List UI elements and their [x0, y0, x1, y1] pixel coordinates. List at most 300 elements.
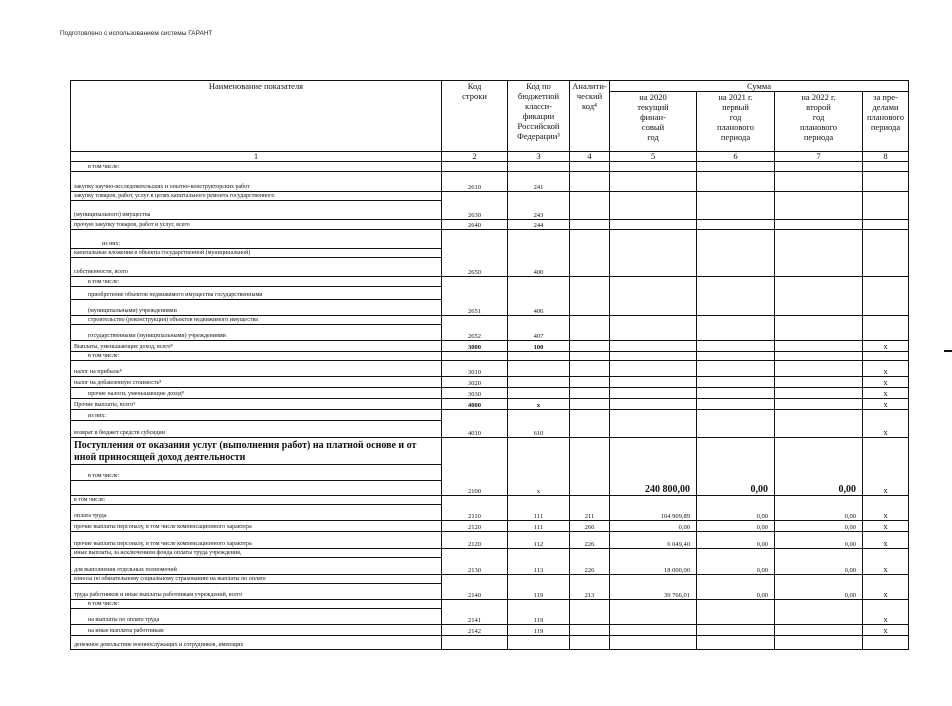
row-budget-code	[508, 192, 570, 201]
row-value-2022	[775, 438, 863, 465]
row-code	[442, 438, 508, 465]
table-row	[71, 549, 909, 558]
row-value-2020: 6 049,40	[610, 532, 697, 549]
row-budget-code: 119	[508, 625, 570, 636]
row-name: из них:	[71, 230, 442, 249]
row-value-beyond	[863, 258, 909, 277]
row-value-beyond: x	[863, 521, 909, 532]
row-analytic-code	[570, 201, 610, 220]
row-budget-code: 112	[508, 532, 570, 549]
row-value-2020	[610, 192, 697, 201]
row-value-2022	[775, 258, 863, 277]
page-edge-mark	[944, 350, 952, 352]
column-number: 8	[863, 152, 909, 162]
row-value-2022: 0,00	[775, 481, 863, 496]
row-value-2021	[697, 361, 775, 377]
row-analytic-code	[570, 465, 610, 481]
row-code: 3020	[442, 377, 508, 388]
row-analytic-code	[570, 600, 610, 609]
row-value-2020	[610, 465, 697, 481]
row-name: прочую закупку товаров, работ и услуг, всего	[71, 220, 442, 230]
row-budget-code: 119	[508, 584, 570, 600]
row-name: в том числе:	[71, 465, 442, 481]
row-code: 2120	[442, 521, 508, 532]
row-value-2021	[697, 316, 775, 325]
row-name: для выполнения отдельных полномочий	[71, 558, 442, 575]
row-value-2020	[610, 609, 697, 625]
row-code	[442, 249, 508, 258]
table-row	[71, 258, 909, 277]
row-value-2022	[775, 192, 863, 201]
row-value-2020	[610, 410, 697, 421]
row-budget-code	[508, 496, 570, 505]
row-value-beyond	[863, 201, 909, 220]
row-budget-code	[508, 316, 570, 325]
row-analytic-code	[570, 325, 610, 341]
row-value-beyond	[863, 230, 909, 249]
row-name: в том числе:	[71, 352, 442, 361]
row-budget-code	[508, 600, 570, 609]
row-value-2021	[697, 352, 775, 361]
header-sum: Сумма	[610, 81, 909, 92]
row-value-2022	[775, 361, 863, 377]
row-code	[442, 162, 508, 172]
table-row	[71, 172, 909, 192]
row-code	[442, 277, 508, 287]
row-value-beyond: x	[863, 361, 909, 377]
row-value-beyond	[863, 316, 909, 325]
row-name: на иные выплаты работникам	[71, 625, 442, 636]
row-value-2022	[775, 249, 863, 258]
row-value-beyond	[863, 300, 909, 316]
row-code: 3030	[442, 388, 508, 399]
row-name: денежное довольствие военнослужащих и сотрудников, имеющих	[71, 636, 442, 650]
row-value-2022: 0,00	[775, 521, 863, 532]
row-value-2020	[610, 220, 697, 230]
row-analytic-code	[570, 609, 610, 625]
row-budget-code	[508, 549, 570, 558]
row-code: 2120	[442, 532, 508, 549]
row-analytic-code	[570, 625, 610, 636]
row-value-2020	[610, 352, 697, 361]
row-budget-code	[508, 277, 570, 287]
row-code	[442, 192, 508, 201]
row-name: из них:	[71, 410, 442, 421]
row-value-beyond	[863, 192, 909, 201]
row-value-2021	[697, 258, 775, 277]
row-budget-code	[508, 361, 570, 377]
row-analytic-code	[570, 162, 610, 172]
row-value-beyond: x	[863, 625, 909, 636]
row-name: взносы по обязательному социальному страхованию на выплаты по оплате	[71, 575, 442, 584]
row-analytic-code	[570, 249, 610, 258]
row-value-beyond: x	[863, 609, 909, 625]
table-row	[71, 230, 909, 249]
column-number: 2	[442, 152, 508, 162]
row-name: приобретение объектов недвижимого имущества государственными	[71, 287, 442, 300]
row-name: собственности, всего	[71, 258, 442, 277]
table-row	[71, 316, 909, 325]
row-analytic-code: 226	[570, 558, 610, 575]
row-name: прочие выплаты персоналу, в том числе компенсационного характера	[71, 521, 442, 532]
row-value-2021	[697, 388, 775, 399]
row-value-2022	[775, 625, 863, 636]
row-code: 2100	[442, 481, 508, 496]
row-value-2022	[775, 609, 863, 625]
row-value-2020	[610, 201, 697, 220]
row-value-2021	[697, 438, 775, 465]
row-code: 3010	[442, 361, 508, 377]
row-value-2020	[610, 287, 697, 300]
header-name: Наименование показателя	[71, 81, 442, 152]
row-budget-code	[508, 410, 570, 421]
row-code: 2142	[442, 625, 508, 636]
row-code	[442, 230, 508, 249]
row-code: 2640	[442, 220, 508, 230]
row-name: закупку научно-исследовательских и опытно-конструкторских работ	[71, 172, 442, 192]
row-value-2022	[775, 325, 863, 341]
row-value-2020	[610, 230, 697, 249]
row-value-2020	[610, 625, 697, 636]
row-analytic-code	[570, 300, 610, 316]
row-value-2021	[697, 609, 775, 625]
row-value-beyond	[863, 220, 909, 230]
row-budget-code	[508, 230, 570, 249]
row-budget-code: 119	[508, 609, 570, 625]
column-number: 3	[508, 152, 570, 162]
row-value-2022	[775, 201, 863, 220]
row-analytic-code: 213	[570, 584, 610, 600]
row-name: в том числе:	[71, 277, 442, 287]
row-budget-code: 111	[508, 505, 570, 521]
row-analytic-code	[570, 287, 610, 300]
row-analytic-code	[570, 496, 610, 505]
row-analytic-code	[570, 636, 610, 650]
table-row	[71, 505, 909, 521]
row-code: 2141	[442, 609, 508, 625]
row-value-beyond: x	[863, 584, 909, 600]
row-budget-code: 400	[508, 258, 570, 277]
table-body	[71, 162, 909, 650]
row-name: оплата труда	[71, 505, 442, 521]
row-value-2022	[775, 377, 863, 388]
row-code: 2140	[442, 584, 508, 600]
row-budget-code	[508, 377, 570, 388]
row-value-2020	[610, 316, 697, 325]
row-name: возврат в бюджет средств субсидии	[71, 421, 442, 438]
table-row	[71, 399, 909, 410]
row-value-2021	[697, 300, 775, 316]
row-value-2021: 0,00	[697, 532, 775, 549]
row-analytic-code	[570, 421, 610, 438]
row-analytic-code	[570, 410, 610, 421]
row-value-2021	[697, 496, 775, 505]
row-code: 2651	[442, 300, 508, 316]
row-analytic-code	[570, 277, 610, 287]
table-row	[71, 287, 909, 300]
row-value-2020	[610, 162, 697, 172]
row-value-2020	[610, 377, 697, 388]
table-row	[71, 609, 909, 625]
row-value-2020	[610, 549, 697, 558]
row-code: 2130	[442, 558, 508, 575]
row-name: Выплаты, уменьшающие доход, всего⁸	[71, 341, 442, 352]
row-value-2020	[610, 300, 697, 316]
row-analytic-code	[570, 172, 610, 192]
row-value-2022	[775, 600, 863, 609]
row-value-beyond	[863, 325, 909, 341]
table-row	[71, 600, 909, 609]
row-analytic-code	[570, 192, 610, 201]
row-value-2020	[610, 249, 697, 258]
row-budget-code: 243	[508, 201, 570, 220]
table-row	[71, 575, 909, 584]
row-value-2022	[775, 575, 863, 584]
row-value-2022	[775, 399, 863, 410]
row-value-2022	[775, 352, 863, 361]
row-code: 2650	[442, 258, 508, 277]
header-col7: на 2022 г. второй год планового периода	[775, 92, 863, 152]
table-row	[71, 421, 909, 438]
row-name: иные выплаты, за исключением фонда оплаты труда учреждения,	[71, 549, 442, 558]
table-row	[71, 410, 909, 421]
row-budget-code: x	[508, 481, 570, 496]
row-value-beyond	[863, 549, 909, 558]
row-budget-code	[508, 162, 570, 172]
row-value-2021	[697, 201, 775, 220]
row-value-beyond	[863, 600, 909, 609]
row-value-2022	[775, 316, 863, 325]
row-value-2021	[697, 277, 775, 287]
row-code	[442, 316, 508, 325]
row-value-2020	[610, 172, 697, 192]
row-value-beyond	[863, 249, 909, 258]
row-code: 2610	[442, 172, 508, 192]
table-row	[71, 361, 909, 377]
row-value-beyond	[863, 575, 909, 584]
table-row	[71, 625, 909, 636]
row-code: 4000	[442, 399, 508, 410]
row-analytic-code	[570, 575, 610, 584]
row-code: 4010	[442, 421, 508, 438]
row-analytic-code	[570, 438, 610, 465]
row-analytic-code: 226	[570, 532, 610, 549]
row-analytic-code	[570, 341, 610, 352]
row-analytic-code	[570, 361, 610, 377]
row-budget-code: 406	[508, 300, 570, 316]
row-value-2022	[775, 300, 863, 316]
row-value-2021: 0,00	[697, 481, 775, 496]
row-budget-code: 610	[508, 421, 570, 438]
row-name: капитальные вложения в объекты государственной (муниципальной)	[71, 249, 442, 258]
row-analytic-code: 266	[570, 521, 610, 532]
table-row	[71, 277, 909, 287]
row-analytic-code	[570, 549, 610, 558]
table-row	[71, 300, 909, 316]
table-row	[71, 521, 909, 532]
row-value-2022: 0,00	[775, 532, 863, 549]
row-value-beyond: x	[863, 481, 909, 496]
row-value-2022: 0,00	[775, 505, 863, 521]
header-analytic-code: Аналити- ческий код⁴	[570, 81, 610, 152]
row-value-beyond	[863, 496, 909, 505]
row-budget-code: 100	[508, 341, 570, 352]
row-name: строительство (реконструкция) объектов недвижимого имущества	[71, 316, 442, 325]
row-budget-code	[508, 438, 570, 465]
row-value-2021	[697, 465, 775, 481]
row-value-beyond: x	[863, 532, 909, 549]
row-value-2020	[610, 636, 697, 650]
row-value-2021	[697, 421, 775, 438]
financial-plan-table	[70, 80, 909, 650]
row-code	[442, 575, 508, 584]
row-budget-code	[508, 465, 570, 481]
row-code	[442, 549, 508, 558]
table-row	[71, 584, 909, 600]
row-value-2021	[697, 410, 775, 421]
row-value-2022	[775, 341, 863, 352]
row-name: Прочие выплаты, всего⁹	[71, 399, 442, 410]
row-value-beyond	[863, 465, 909, 481]
table-row	[71, 377, 909, 388]
row-code	[442, 352, 508, 361]
table-row	[71, 558, 909, 575]
row-value-2020	[610, 421, 697, 438]
row-code: 2110	[442, 505, 508, 521]
row-name: на выплаты по оплате труда	[71, 609, 442, 625]
row-name: прочие налоги, уменьшающие доход⁸	[71, 388, 442, 399]
row-name: в том числе:	[71, 600, 442, 609]
table-row	[71, 388, 909, 399]
row-analytic-code	[570, 352, 610, 361]
row-value-2021: 0,00	[697, 521, 775, 532]
row-value-2022: 0,00	[775, 584, 863, 600]
row-code: 3000	[442, 341, 508, 352]
row-value-2021: 0,00	[697, 584, 775, 600]
row-value-2021: 0,00	[697, 505, 775, 521]
column-numbers-row	[71, 152, 909, 162]
row-budget-code	[508, 352, 570, 361]
row-name: государственными (муниципальными) учреждениями	[71, 325, 442, 341]
row-budget-code: 244	[508, 220, 570, 230]
column-number: 5	[610, 152, 697, 162]
row-value-beyond: x	[863, 388, 909, 399]
row-value-2021: 0,00	[697, 558, 775, 575]
row-budget-code	[508, 636, 570, 650]
table-row	[71, 352, 909, 361]
row-value-2022	[775, 496, 863, 505]
row-value-2022	[775, 636, 863, 650]
row-value-2022	[775, 230, 863, 249]
row-code	[442, 636, 508, 650]
row-value-2021	[697, 399, 775, 410]
row-value-2022	[775, 162, 863, 172]
row-value-2021	[697, 325, 775, 341]
row-value-2022	[775, 172, 863, 192]
row-budget-code	[508, 575, 570, 584]
row-code: 2652	[442, 325, 508, 341]
row-value-2021	[697, 341, 775, 352]
row-value-2020: 0,00	[610, 521, 697, 532]
row-value-2021	[697, 192, 775, 201]
row-name: (муниципального) имущества	[71, 201, 442, 220]
row-value-beyond	[863, 438, 909, 465]
row-value-beyond	[863, 277, 909, 287]
row-analytic-code	[570, 388, 610, 399]
row-value-2020	[610, 325, 697, 341]
row-value-2020	[610, 388, 697, 399]
row-value-2021	[697, 625, 775, 636]
row-value-2022	[775, 287, 863, 300]
row-value-beyond	[863, 162, 909, 172]
row-value-2021	[697, 220, 775, 230]
header-col5: на 2020 текущий финан- совый год	[610, 92, 697, 152]
row-code	[442, 287, 508, 300]
row-name: в том числе:	[71, 496, 442, 505]
table-row	[71, 438, 909, 465]
row-name: закупку товаров, работ, услуг в целях капитального ремонта государственного	[71, 192, 442, 201]
row-value-beyond: x	[863, 399, 909, 410]
row-code	[442, 410, 508, 421]
row-budget-code	[508, 249, 570, 258]
row-value-beyond: x	[863, 558, 909, 575]
row-budget-code	[508, 388, 570, 399]
row-analytic-code	[570, 220, 610, 230]
column-number: 4	[570, 152, 610, 162]
row-analytic-code	[570, 230, 610, 249]
column-number: 7	[775, 152, 863, 162]
row-code	[442, 600, 508, 609]
row-value-beyond	[863, 352, 909, 361]
row-value-beyond: x	[863, 341, 909, 352]
row-analytic-code: 211	[570, 505, 610, 521]
row-value-2020	[610, 575, 697, 584]
row-analytic-code	[570, 316, 610, 325]
table-row	[71, 192, 909, 201]
row-value-2022	[775, 465, 863, 481]
row-value-2022	[775, 277, 863, 287]
row-value-2020	[610, 438, 697, 465]
row-value-beyond	[863, 636, 909, 650]
row-value-2021	[697, 287, 775, 300]
table-row	[71, 636, 909, 650]
row-value-2021	[697, 600, 775, 609]
row-value-2021	[697, 172, 775, 192]
table-row	[71, 481, 909, 496]
row-budget-code	[508, 287, 570, 300]
row-value-2020	[610, 496, 697, 505]
row-name: налог на добавленную стоимость⁸	[71, 377, 442, 388]
row-name: в том числе:	[71, 162, 442, 172]
row-value-beyond: x	[863, 505, 909, 521]
row-value-2022	[775, 410, 863, 421]
row-value-2021	[697, 162, 775, 172]
row-analytic-code	[570, 399, 610, 410]
table-row	[71, 496, 909, 505]
header-col8: за пре- делами планового периода	[863, 92, 909, 152]
table-row	[71, 325, 909, 341]
row-value-2022	[775, 388, 863, 399]
row-name	[71, 481, 442, 496]
table-row	[71, 249, 909, 258]
row-value-beyond	[863, 410, 909, 421]
row-code	[442, 496, 508, 505]
row-budget-code: 241	[508, 172, 570, 192]
table-row	[71, 465, 909, 481]
row-value-beyond	[863, 287, 909, 300]
row-value-2020	[610, 399, 697, 410]
row-value-2020	[610, 361, 697, 377]
